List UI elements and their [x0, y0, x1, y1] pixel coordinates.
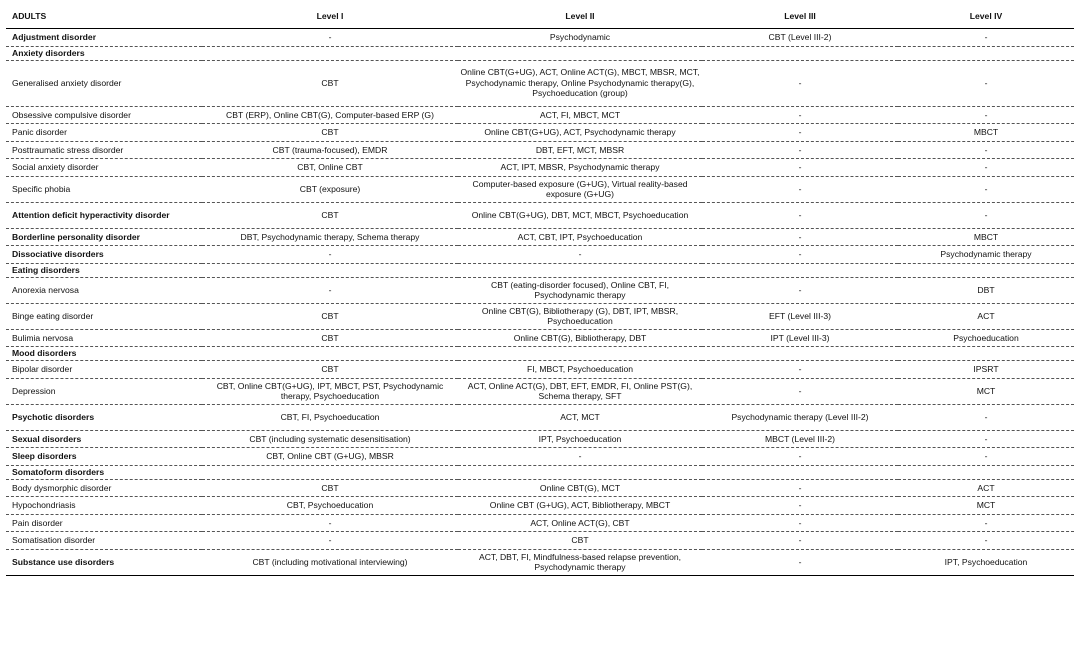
level-2-cell: -	[458, 246, 702, 264]
level-4-cell: ACT	[898, 303, 1074, 329]
level-3-cell: EFT (Level III-3)	[702, 303, 898, 329]
level-4-cell: DBT	[898, 277, 1074, 303]
level-1-cell: -	[202, 532, 458, 550]
treatment-evidence-table	[6, 4, 1074, 576]
level-4-cell: Psychodynamic therapy	[898, 246, 1074, 264]
disorder-name: Attention deficit hyperactivity disorder	[6, 202, 202, 228]
level-2-cell: Psychodynamic	[458, 29, 702, 47]
table-header-row	[6, 4, 1074, 29]
category-row	[6, 347, 1074, 361]
level-3-cell: -	[702, 378, 898, 404]
table-row	[6, 549, 1074, 575]
level-1-cell: CBT (including motivational interviewing)	[202, 549, 458, 575]
level-2-cell: CBT	[458, 532, 702, 550]
table-row	[6, 479, 1074, 497]
level-2-cell: FI, MBCT, Psychoeducation	[458, 361, 702, 379]
level-2-cell: ACT, Online ACT(G), DBT, EFT, EMDR, FI, Online PST(G), Schema therapy, SFT	[458, 378, 702, 404]
category-name: Anxiety disorders	[6, 46, 202, 60]
level-3-cell: -	[702, 202, 898, 228]
disorder-name: Substance use disorders	[6, 549, 202, 575]
level-3-cell: -	[702, 228, 898, 246]
header-level-3: Level III	[702, 4, 898, 29]
table-row	[6, 141, 1074, 159]
level-1-cell: CBT	[202, 202, 458, 228]
level-3-cell: -	[702, 60, 898, 106]
table-row	[6, 378, 1074, 404]
level-4-cell: -	[898, 514, 1074, 532]
level-4-cell: MBCT	[898, 228, 1074, 246]
level-1-cell: CBT, Online CBT(G+UG), IPT, MBCT, PST, Psychodynamic therapy, Psychoeducation	[202, 378, 458, 404]
level-2-cell: Online CBT(G+UG), ACT, Online ACT(G), MBCT, MBSR, MCT, Psychodynamic therapy, Online Psychodynamic therapy(G), Psychoeducation (group)	[458, 60, 702, 106]
level-1-cell: CBT, Online CBT (G+UG), MBSR	[202, 448, 458, 466]
level-1-cell: CBT	[202, 329, 458, 347]
table-row	[6, 361, 1074, 379]
level-3-cell: -	[702, 141, 898, 159]
level-4-cell: IPT, Psychoeducation	[898, 549, 1074, 575]
table-row	[6, 159, 1074, 177]
level-4-cell: Psychoeducation	[898, 329, 1074, 347]
level-1-cell: CBT, Psychoeducation	[202, 497, 458, 515]
level-2-cell: Online CBT(G), MCT	[458, 479, 702, 497]
category-row	[6, 46, 1074, 60]
level-2-cell: -	[458, 448, 702, 466]
disorder-name: Somatisation disorder	[6, 532, 202, 550]
category-row	[6, 465, 1074, 479]
level-4-cell: -	[898, 448, 1074, 466]
table-row	[6, 497, 1074, 515]
category-name: Eating disorders	[6, 263, 202, 277]
level-1-cell: CBT (including systematic desensitisation)	[202, 430, 458, 448]
level-4-cell: MCT	[898, 378, 1074, 404]
level-3-cell: IPT (Level III-3)	[702, 329, 898, 347]
disorder-name: Sexual disorders	[6, 430, 202, 448]
level-2-cell: IPT, Psychoeducation	[458, 430, 702, 448]
level-3-cell: -	[702, 479, 898, 497]
level-3-cell: -	[702, 448, 898, 466]
header-level-2: Level II	[458, 4, 702, 29]
table-row	[6, 176, 1074, 202]
header-level-1: Level I	[202, 4, 458, 29]
disorder-name: Bipolar disorder	[6, 361, 202, 379]
disorder-name: Generalised anxiety disorder	[6, 60, 202, 106]
level-1-cell: CBT	[202, 361, 458, 379]
disorder-name: Obsessive compulsive disorder	[6, 106, 202, 124]
table-row	[6, 404, 1074, 430]
category-name: Somatoform disorders	[6, 465, 202, 479]
level-4-cell: MBCT	[898, 124, 1074, 142]
header-adults: ADULTS	[6, 4, 202, 29]
disorder-name: Panic disorder	[6, 124, 202, 142]
level-2-cell: ACT, IPT, MBSR, Psychodynamic therapy	[458, 159, 702, 177]
disorder-name: Bulimia nervosa	[6, 329, 202, 347]
level-4-cell: -	[898, 60, 1074, 106]
level-1-cell: CBT (exposure)	[202, 176, 458, 202]
level-3-cell: -	[702, 514, 898, 532]
level-4-cell: -	[898, 159, 1074, 177]
level-2-cell: Online CBT (G+UG), ACT, Bibliotherapy, MBCT	[458, 497, 702, 515]
level-2-cell: ACT, CBT, IPT, Psychoeducation	[458, 228, 702, 246]
level-3-cell: -	[702, 497, 898, 515]
disorder-name: Hypochondriasis	[6, 497, 202, 515]
level-3-cell: -	[702, 176, 898, 202]
level-1-cell: CBT	[202, 303, 458, 329]
table-row	[6, 246, 1074, 264]
level-2-cell: Online CBT(G), Bibliotherapy, DBT	[458, 329, 702, 347]
level-4-cell: -	[898, 404, 1074, 430]
disorder-name: Dissociative disorders	[6, 246, 202, 264]
level-3-cell: -	[702, 246, 898, 264]
disorder-name: Sleep disorders	[6, 448, 202, 466]
table-row	[6, 106, 1074, 124]
table-row	[6, 202, 1074, 228]
table-row	[6, 532, 1074, 550]
table-row	[6, 303, 1074, 329]
table-row	[6, 60, 1074, 106]
disorder-name: Social anxiety disorder	[6, 159, 202, 177]
level-4-cell: -	[898, 430, 1074, 448]
level-1-cell: CBT	[202, 124, 458, 142]
level-1-cell: CBT, Online CBT	[202, 159, 458, 177]
disorder-name: Posttraumatic stress disorder	[6, 141, 202, 159]
level-2-cell: ACT, Online ACT(G), CBT	[458, 514, 702, 532]
table-row	[6, 29, 1074, 47]
level-2-cell: Online CBT(G), Bibliotherapy (G), DBT, IPT, MBSR, Psychoeducation	[458, 303, 702, 329]
category-name: Mood disorders	[6, 347, 202, 361]
disorder-name: Adjustment disorder	[6, 29, 202, 47]
level-2-cell: ACT, FI, MBCT, MCT	[458, 106, 702, 124]
level-2-cell: ACT, DBT, FI, Mindfulness-based relapse prevention, Psychodynamic therapy	[458, 549, 702, 575]
level-4-cell: MCT	[898, 497, 1074, 515]
level-1-cell: DBT, Psychodynamic therapy, Schema therapy	[202, 228, 458, 246]
level-3-cell: -	[702, 361, 898, 379]
level-1-cell: CBT	[202, 60, 458, 106]
level-2-cell: Online CBT(G+UG), ACT, Psychodynamic therapy	[458, 124, 702, 142]
level-4-cell: ACT	[898, 479, 1074, 497]
level-2-cell: Online CBT(G+UG), DBT, MCT, MBCT, Psychoeducation	[458, 202, 702, 228]
level-1-cell: -	[202, 29, 458, 47]
level-4-cell: -	[898, 176, 1074, 202]
table-row	[6, 329, 1074, 347]
level-3-cell: MBCT (Level III-2)	[702, 430, 898, 448]
disorder-name: Specific phobia	[6, 176, 202, 202]
table-row	[6, 228, 1074, 246]
level-4-cell: -	[898, 532, 1074, 550]
level-3-cell: CBT (Level III-2)	[702, 29, 898, 47]
level-1-cell: -	[202, 246, 458, 264]
level-1-cell: CBT, FI, Psychoeducation	[202, 404, 458, 430]
level-3-cell: -	[702, 159, 898, 177]
level-4-cell: IPSRT	[898, 361, 1074, 379]
disorder-name: Binge eating disorder	[6, 303, 202, 329]
table-row	[6, 124, 1074, 142]
table-row	[6, 277, 1074, 303]
level-3-cell: Psychodynamic therapy (Level III-2)	[702, 404, 898, 430]
level-3-cell: -	[702, 532, 898, 550]
disorder-name: Body dysmorphic disorder	[6, 479, 202, 497]
level-3-cell: -	[702, 124, 898, 142]
level-1-cell: CBT (trauma-focused), EMDR	[202, 141, 458, 159]
level-3-cell: -	[702, 277, 898, 303]
disorder-name: Depression	[6, 378, 202, 404]
level-1-cell: CBT	[202, 479, 458, 497]
table-row	[6, 430, 1074, 448]
table-row	[6, 448, 1074, 466]
table-row	[6, 514, 1074, 532]
disorder-name: Pain disorder	[6, 514, 202, 532]
level-3-cell: -	[702, 549, 898, 575]
level-1-cell: CBT (ERP), Online CBT(G), Computer-based ERP (G)	[202, 106, 458, 124]
level-1-cell: -	[202, 277, 458, 303]
category-row	[6, 263, 1074, 277]
level-2-cell: ACT, MCT	[458, 404, 702, 430]
level-2-cell: DBT, EFT, MCT, MBSR	[458, 141, 702, 159]
level-2-cell: CBT (eating-disorder focused), Online CBT, FI, Psychodynamic therapy	[458, 277, 702, 303]
level-4-cell: -	[898, 202, 1074, 228]
level-1-cell: -	[202, 514, 458, 532]
level-4-cell: -	[898, 106, 1074, 124]
disorder-name: Borderline personality disorder	[6, 228, 202, 246]
level-3-cell: -	[702, 106, 898, 124]
header-level-4: Level IV	[898, 4, 1074, 29]
level-4-cell: -	[898, 141, 1074, 159]
disorder-name: Anorexia nervosa	[6, 277, 202, 303]
level-4-cell: -	[898, 29, 1074, 47]
disorder-name: Psychotic disorders	[6, 404, 202, 430]
level-2-cell: Computer-based exposure (G+UG), Virtual reality-based exposure (G+UG)	[458, 176, 702, 202]
